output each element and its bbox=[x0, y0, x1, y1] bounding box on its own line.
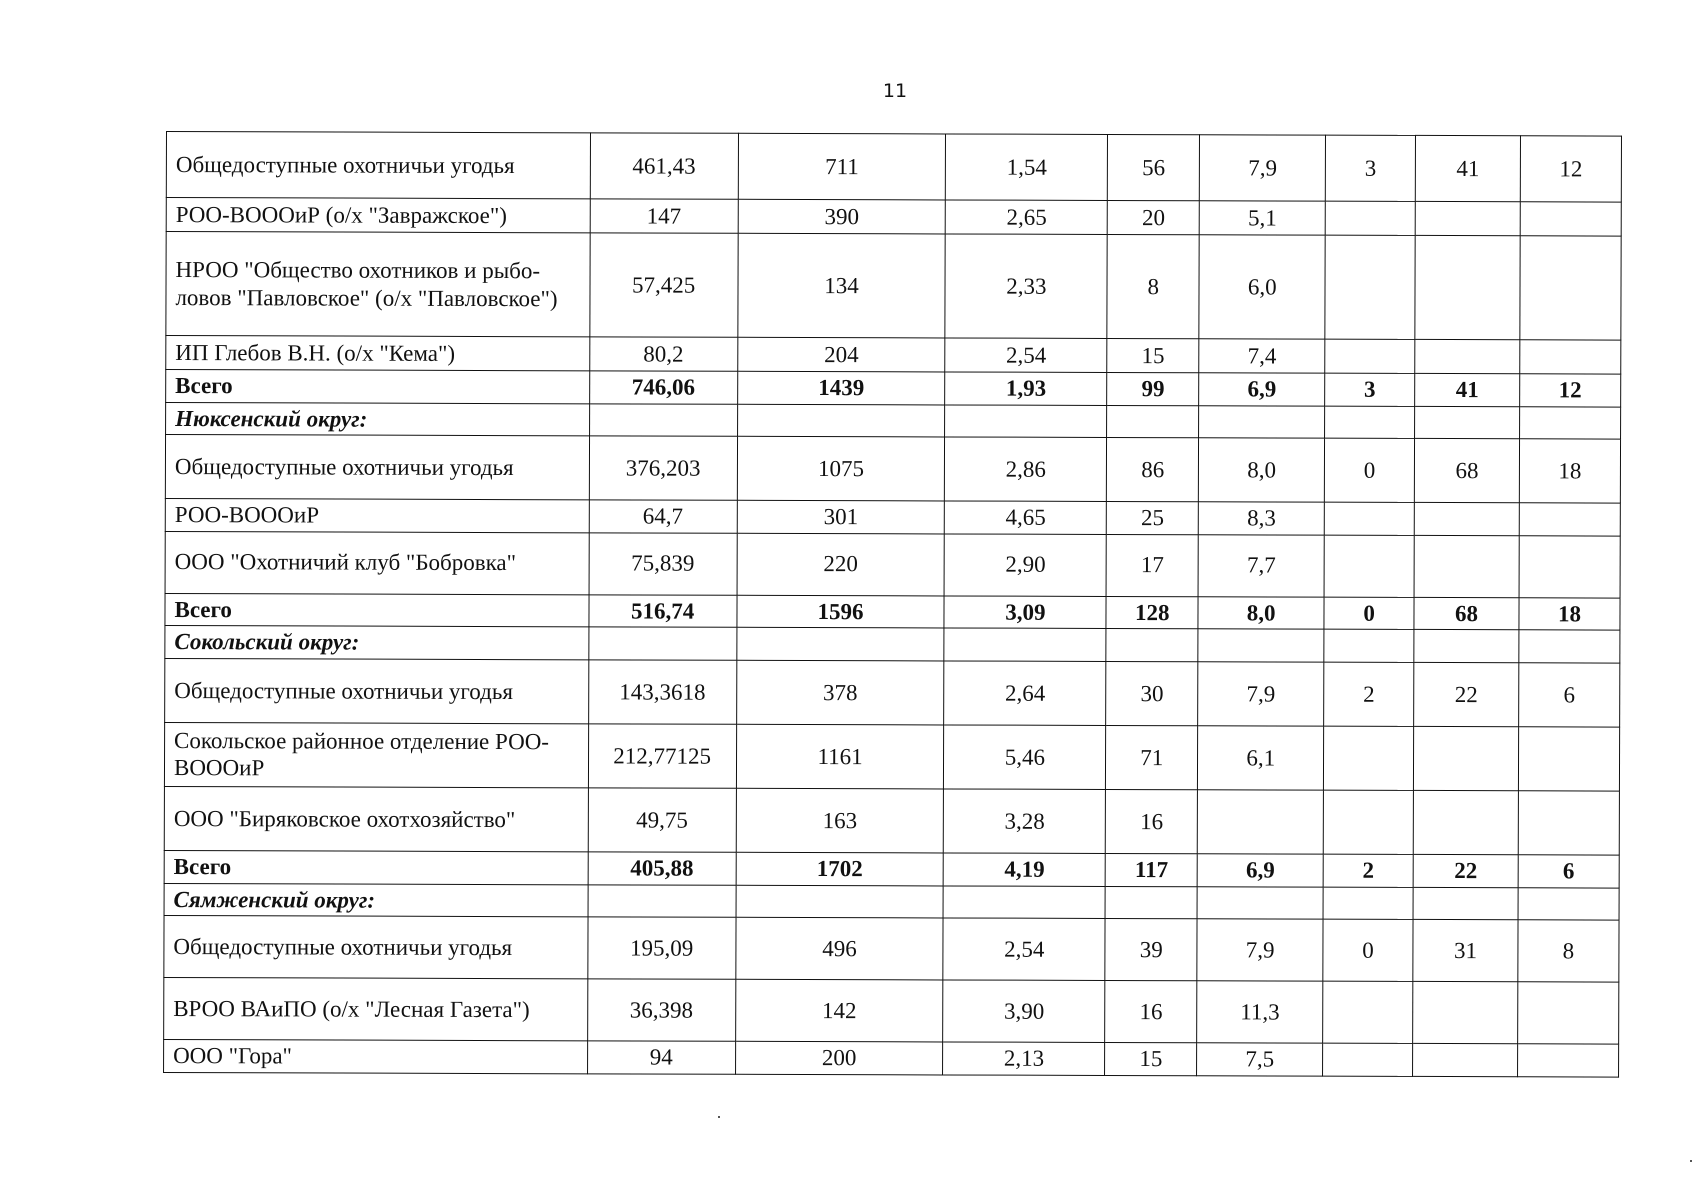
value-cell: 301 bbox=[737, 500, 945, 533]
value-cell: 25 bbox=[1107, 502, 1199, 535]
value-cell: 0 bbox=[1325, 438, 1415, 502]
value-cell bbox=[1325, 201, 1415, 235]
value-cell bbox=[736, 885, 944, 918]
value-cell: 128 bbox=[1106, 596, 1198, 629]
value-cell bbox=[1414, 535, 1519, 597]
value-cell: 8,0 bbox=[1198, 597, 1324, 630]
table-row bbox=[166, 336, 1621, 375]
value-cell bbox=[1520, 236, 1621, 340]
table-row bbox=[164, 978, 1619, 1045]
value-cell: 1,93 bbox=[945, 372, 1107, 405]
row-label-cell: Всего bbox=[166, 370, 590, 404]
value-cell bbox=[1197, 886, 1323, 919]
value-cell: 12 bbox=[1520, 136, 1621, 202]
value-cell: 6,1 bbox=[1198, 726, 1324, 790]
value-cell: 0 bbox=[1324, 597, 1414, 630]
row-label-cell: РОО-ВОООиР bbox=[165, 499, 589, 533]
value-cell: 12 bbox=[1520, 374, 1621, 407]
row-label-cell: Сокольский округ: bbox=[165, 626, 589, 660]
value-cell bbox=[1414, 503, 1519, 536]
value-cell bbox=[737, 404, 945, 437]
value-cell bbox=[1413, 790, 1518, 854]
table-body bbox=[164, 132, 1622, 1077]
value-cell: 1439 bbox=[737, 371, 945, 404]
value-cell bbox=[1413, 1044, 1518, 1077]
value-cell bbox=[736, 628, 944, 661]
value-cell bbox=[1414, 630, 1519, 663]
section-header-row bbox=[166, 402, 1621, 439]
value-cell: 3,09 bbox=[944, 596, 1106, 629]
value-cell bbox=[1415, 235, 1520, 339]
value-cell: 1596 bbox=[737, 595, 945, 628]
value-cell bbox=[1414, 726, 1519, 790]
value-cell: 99 bbox=[1107, 372, 1199, 405]
value-cell: 31 bbox=[1413, 920, 1518, 982]
total-row bbox=[164, 850, 1619, 887]
value-cell: 711 bbox=[738, 133, 946, 200]
value-cell: 376,203 bbox=[589, 436, 737, 500]
value-cell: 7,7 bbox=[1198, 535, 1324, 597]
value-cell bbox=[1519, 630, 1620, 663]
value-cell: 39 bbox=[1105, 919, 1197, 981]
value-cell bbox=[589, 627, 737, 660]
value-cell bbox=[1324, 535, 1414, 597]
value-cell: 378 bbox=[736, 660, 944, 725]
value-cell bbox=[1518, 982, 1619, 1044]
value-cell: 212,77125 bbox=[588, 724, 736, 788]
value-cell bbox=[1325, 406, 1415, 439]
value-cell bbox=[1323, 887, 1413, 920]
value-cell: 71 bbox=[1106, 725, 1198, 789]
value-cell: 64,7 bbox=[589, 500, 737, 533]
table-row bbox=[166, 132, 1621, 203]
row-label-cell: РОО-ВОООиР (о/х "Завражское") bbox=[166, 198, 590, 233]
value-cell: 405,88 bbox=[588, 852, 736, 885]
value-cell: 15 bbox=[1107, 338, 1199, 372]
value-cell: 8 bbox=[1107, 234, 1199, 338]
table-row bbox=[164, 786, 1619, 855]
table-row bbox=[165, 658, 1620, 727]
value-cell: 1,54 bbox=[946, 134, 1108, 201]
table-row bbox=[166, 232, 1621, 341]
value-cell: 3,28 bbox=[944, 789, 1106, 854]
row-label-cell: Всего bbox=[165, 593, 589, 627]
value-cell: 1075 bbox=[737, 436, 945, 501]
scan-speck bbox=[718, 1116, 720, 1118]
value-cell bbox=[1199, 405, 1325, 438]
value-cell: 7,4 bbox=[1199, 339, 1325, 373]
value-cell: 2,86 bbox=[945, 437, 1107, 502]
value-cell: 8,0 bbox=[1199, 438, 1325, 502]
value-cell bbox=[1520, 406, 1621, 439]
value-cell: 2 bbox=[1323, 854, 1413, 887]
value-cell: 30 bbox=[1106, 661, 1198, 725]
value-cell bbox=[1323, 790, 1413, 854]
row-label-cell: НРОО "Общество охотников и рыбо-ловов "Павловское" (о/х "Павловское") bbox=[166, 232, 590, 337]
value-cell bbox=[1518, 791, 1619, 855]
value-cell: 57,425 bbox=[590, 233, 738, 337]
value-cell bbox=[1518, 1044, 1619, 1077]
value-cell: 6 bbox=[1518, 855, 1619, 888]
value-cell: 49,75 bbox=[588, 788, 736, 852]
row-label-cell: Общедоступные охотничьи угодья bbox=[166, 132, 590, 199]
row-label-cell: ООО "Охотничий клуб "Бобровка" bbox=[165, 531, 589, 594]
value-cell: 7,5 bbox=[1197, 1043, 1323, 1076]
value-cell: 2,65 bbox=[946, 200, 1108, 235]
table-row bbox=[164, 916, 1619, 983]
value-cell: 6,0 bbox=[1199, 235, 1325, 339]
value-cell: 204 bbox=[737, 337, 945, 372]
table-row bbox=[165, 531, 1620, 598]
value-cell: 80,2 bbox=[589, 337, 737, 371]
row-label-cell: Всего bbox=[164, 850, 588, 884]
value-cell: 461,43 bbox=[590, 133, 738, 199]
value-cell: 2,64 bbox=[944, 661, 1106, 726]
value-cell: 195,09 bbox=[588, 917, 736, 979]
value-cell bbox=[1519, 503, 1620, 536]
value-cell: 2 bbox=[1324, 662, 1414, 726]
scan-speck bbox=[1690, 1160, 1692, 1162]
value-cell: 2,33 bbox=[945, 234, 1107, 339]
value-cell: 20 bbox=[1107, 200, 1199, 234]
page-number: 11 bbox=[882, 80, 908, 102]
value-cell: 68 bbox=[1414, 439, 1519, 503]
value-cell bbox=[1106, 629, 1198, 662]
value-cell: 496 bbox=[735, 917, 943, 980]
value-cell: 41 bbox=[1415, 373, 1520, 406]
value-cell: 22 bbox=[1413, 854, 1518, 887]
value-cell: 163 bbox=[736, 788, 944, 853]
value-cell: 8 bbox=[1518, 920, 1619, 982]
value-cell: 36,398 bbox=[587, 979, 735, 1041]
value-cell: 6,9 bbox=[1197, 854, 1323, 887]
value-cell: 18 bbox=[1519, 439, 1620, 503]
value-cell bbox=[1518, 887, 1619, 920]
value-cell: 2,54 bbox=[943, 918, 1105, 981]
value-cell bbox=[1415, 339, 1520, 373]
value-cell: 75,839 bbox=[589, 533, 737, 595]
value-cell: 17 bbox=[1106, 534, 1198, 596]
row-label-cell: ООО "Биряковское охотхозяйство" bbox=[164, 786, 588, 851]
row-label-cell: ООО "Гора" bbox=[164, 1040, 588, 1074]
value-cell: 86 bbox=[1107, 438, 1199, 502]
value-cell bbox=[943, 886, 1105, 919]
total-row bbox=[165, 593, 1620, 630]
table-row bbox=[166, 198, 1621, 237]
table-row bbox=[165, 499, 1620, 536]
value-cell: 8,3 bbox=[1199, 502, 1325, 535]
value-cell: 2,54 bbox=[945, 338, 1107, 373]
value-cell: 390 bbox=[738, 199, 946, 234]
value-cell: 1702 bbox=[736, 852, 944, 885]
value-cell: 147 bbox=[590, 199, 738, 233]
value-cell bbox=[1413, 982, 1518, 1044]
value-cell bbox=[1107, 405, 1199, 438]
value-cell bbox=[1520, 340, 1621, 374]
value-cell bbox=[1198, 790, 1324, 854]
value-cell: 2,90 bbox=[944, 534, 1106, 597]
table-row bbox=[164, 1040, 1619, 1077]
value-cell bbox=[1324, 726, 1414, 790]
table-row bbox=[164, 722, 1619, 791]
value-cell: 7,9 bbox=[1200, 135, 1326, 201]
row-label-cell: Общедоступные охотничьи угодья bbox=[164, 916, 588, 979]
table-row bbox=[165, 435, 1620, 504]
value-cell bbox=[1415, 201, 1520, 235]
value-cell: 18 bbox=[1519, 598, 1620, 631]
value-cell bbox=[1518, 727, 1619, 791]
value-cell: 3 bbox=[1325, 373, 1415, 406]
value-cell: 6 bbox=[1519, 663, 1620, 727]
value-cell bbox=[1325, 339, 1415, 373]
row-label-cell: ИП Глебов В.Н. (о/х "Кема") bbox=[166, 336, 590, 371]
value-cell: 3 bbox=[1325, 135, 1415, 201]
value-cell: 16 bbox=[1105, 981, 1197, 1043]
value-cell: 4,19 bbox=[944, 853, 1106, 886]
value-cell bbox=[1323, 981, 1413, 1043]
value-cell: 11,3 bbox=[1197, 981, 1323, 1043]
value-cell: 6,9 bbox=[1199, 373, 1325, 406]
value-cell: 2,13 bbox=[943, 1042, 1105, 1075]
value-cell bbox=[1415, 406, 1520, 439]
value-cell: 41 bbox=[1415, 135, 1520, 201]
value-cell: 200 bbox=[735, 1041, 943, 1074]
value-cell bbox=[1323, 1043, 1413, 1076]
value-cell: 15 bbox=[1105, 1043, 1197, 1076]
row-label-cell: Нюксенский округ: bbox=[166, 402, 590, 436]
total-row bbox=[166, 370, 1621, 407]
value-cell: 142 bbox=[735, 979, 943, 1042]
value-cell: 134 bbox=[737, 233, 945, 338]
value-cell: 4,65 bbox=[945, 501, 1107, 534]
row-label-cell: Сямженский округ: bbox=[164, 883, 588, 917]
value-cell bbox=[1413, 887, 1518, 920]
value-cell bbox=[1324, 630, 1414, 663]
row-label-cell: ВРОО ВАиПО (о/х "Лесная Газета") bbox=[164, 978, 588, 1041]
value-cell bbox=[1105, 886, 1197, 919]
value-cell bbox=[1520, 202, 1621, 236]
value-cell: 516,74 bbox=[589, 595, 737, 628]
value-cell: 22 bbox=[1414, 662, 1519, 726]
value-cell bbox=[1325, 235, 1415, 339]
row-label-cell: Общедоступные охотничьи угодья bbox=[165, 435, 589, 500]
row-label-cell: Сокольское районное отделение РОО-ВОООиР bbox=[164, 722, 588, 787]
section-header-row bbox=[164, 883, 1619, 920]
value-cell: 7,9 bbox=[1197, 919, 1323, 981]
value-cell: 68 bbox=[1414, 597, 1519, 630]
value-cell bbox=[1324, 502, 1414, 535]
value-cell: 143,3618 bbox=[588, 660, 736, 724]
value-cell: 220 bbox=[737, 533, 945, 596]
row-label-cell: Общедоступные охотничьи угодья bbox=[165, 658, 589, 723]
value-cell bbox=[588, 884, 736, 917]
section-header-row bbox=[165, 626, 1620, 663]
value-cell: 0 bbox=[1323, 919, 1413, 981]
value-cell: 3,90 bbox=[943, 980, 1105, 1043]
value-cell: 56 bbox=[1108, 134, 1200, 200]
value-cell: 16 bbox=[1106, 789, 1198, 853]
value-cell bbox=[1198, 629, 1324, 662]
value-cell: 5,46 bbox=[944, 725, 1106, 790]
value-cell: 94 bbox=[587, 1041, 735, 1074]
value-cell bbox=[945, 405, 1107, 438]
value-cell: 7,9 bbox=[1198, 662, 1324, 726]
value-cell bbox=[589, 403, 737, 436]
value-cell: 746,06 bbox=[589, 371, 737, 404]
hunting-grounds-table bbox=[163, 131, 1622, 1077]
value-cell bbox=[1519, 536, 1620, 598]
value-cell: 117 bbox=[1105, 853, 1197, 886]
value-cell: 5,1 bbox=[1199, 201, 1325, 235]
value-cell bbox=[944, 628, 1106, 661]
value-cell: 1161 bbox=[736, 724, 944, 789]
